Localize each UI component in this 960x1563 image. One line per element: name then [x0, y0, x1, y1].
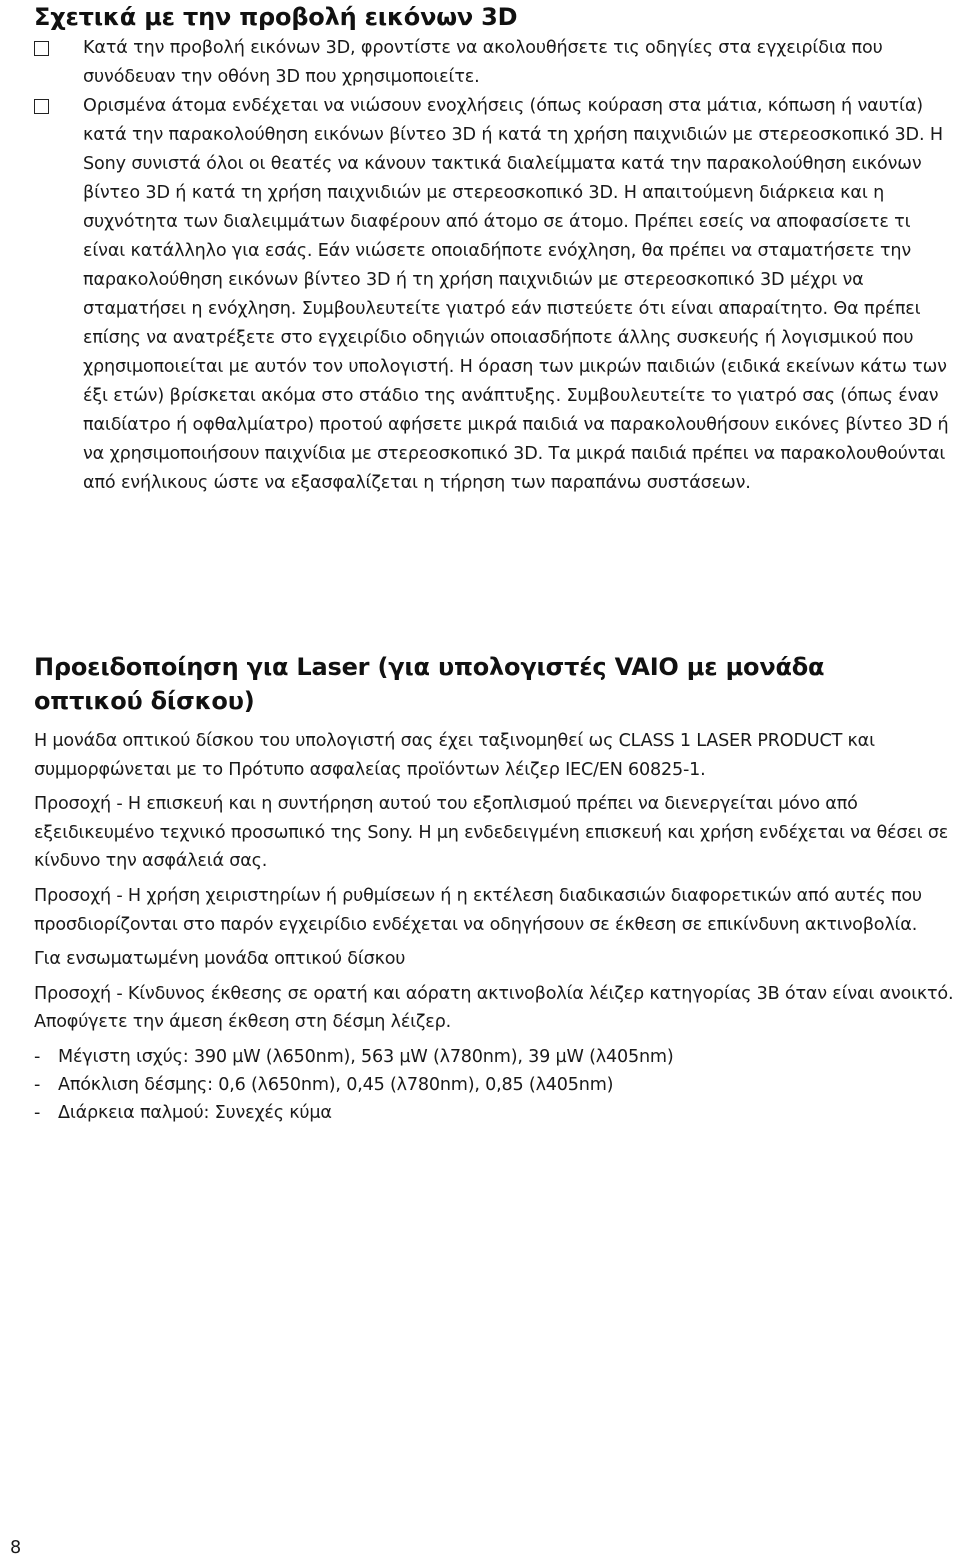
list-item	[34, 1099, 956, 1127]
paragraph: Η μονάδα οπτικού δίσκου του υπολογιστή σας έχει ταξινομηθεί ως CLASS 1 LASER PRODUCT και συμμορφώνεται με το Πρότυπο ασφαλείας προϊόντων λέιζερ IEC/EN 60825-1.	[34, 731, 875, 780]
paragraph: Προσοχή - Η χρήση χειριστηρίων ή ρυθμίσεων ή η εκτέλεση διαδικασιών διαφορετικών από αυτές που προσδιορίζονται στο παρόν εγχειρίδιο ενδέχεται να οδηγήσουν σε έκθεση σε επικίνδυνη ακτινοβολία.	[34, 885, 922, 935]
spec-text: Διάρκεια παλμού: Συνεχές κύμα	[58, 1102, 332, 1123]
list-item	[34, 1071, 956, 1099]
spec-text: Απόκλιση δέσμης: 0,6 (λ650nm), 0,45 (λ780nm), 0,85 (λ405nm)	[58, 1074, 614, 1095]
page-number: 8	[10, 1538, 22, 1558]
checkbox-bullet-icon	[34, 99, 49, 114]
section-3d-body	[34, 34, 952, 498]
paragraph: Προσοχή - Η επισκευή και η συντήρηση αυτού του εξοπλισμού πρέπει να διενεργείται μόνο από εξειδικευμένο τεχνικό προσωπικό της Sony. Η μη ενδεδειγμένη επισκευή και χρήση ενδέχεται να θέσει σε κίνδυνο την ασφάλειά σας.	[34, 794, 949, 872]
paragraph: Για ενσωματωμένη μονάδα οπτικού δίσκου	[34, 949, 406, 970]
dash-bullet: -	[34, 1074, 41, 1095]
section-heading-3d: Σχετικά με την προβολή εικόνων 3D	[34, 3, 518, 31]
bullet-text: Ορισμένα άτομα ενδέχεται να νιώσουν ενοχλήσεις (όπως κούραση στα μάτια, κόπωση ή ναυτία) κατά την παρακολούθηση εικόνων βίντεο 3D ή κατά τη χρήση παιχνιδιών με στερεοσκοπικό 3D. Η Sony συνιστά όλοι οι θεατές να κάνουν τακτικά διαλείμματα κατά την παρακολούθηση εικόνων βίντεο 3D ή κατά τη χρήση παιχνιδιών με στερεοσκοπικό 3D. Η απαιτούμενη διάρκεια και η συχνότητα των διαλειμμάτων διαφέρουν από άτομο σε άτομο. Πρέπει εσείς να αποφασίσετε τι είναι κατάλληλο για εσάς. Εάν νιώσετε οποιαδήποτε ενόχληση, θα πρέπει να σταματήσετε την παρακολούθηση εικόνων βίντεο 3D ή τη χρήση παιχνιδιών με στερεοσκοπικό 3D μέχρι να σταματήσει η ενόχληση. Συμβουλευτείτε γιατρό εάν πιστεύετε ότι είναι απαραίτητο. Θα πρέπει επίσης να ανατρέξετε στο εγχειρίδιο οδηγιών οποιασδήποτε άλλης συσκευής ή λογισμικού που χρησιμοποιείται με αυτόν τον υπολογιστή. Η όραση των μικρών παιδιών (ειδικά εκείνων κάτω των έξι ετών) βρίσκεται ακόμα στο στάδιο της ανάπτυξης. Συμβουλευτείτε το γιατρό σας (όπως έναν παιδίατρο ή οφθαλμίατρο) προτού αφήσετε μικρά παιδιά να παρακολουθήσουν εικόνες βίντεο 3D ή να χρησιμοποιήσουν παιχνίδια με στερεοσκοπικό 3D. Τα μικρά παιδιά πρέπει να παρακολουθούνται από ενήλικους ώστε να εξασφαλίζεται η τήρηση των παραπάνω συστάσεων.	[83, 96, 949, 493]
laser-specs-list	[34, 1043, 956, 1127]
section-heading-laser: Προειδοποίηση για Laser (για υπολογιστές VAIO με μονάδα οπτικού δίσκου)	[34, 653, 825, 715]
section-laser-body	[34, 727, 956, 1127]
bullet-text: Κατά την προβολή εικόνων 3D, φροντίστε να ακολουθήσετε τις οδηγίες στα εγχειρίδια που συνόδευαν την οθόνη 3D που χρησιμοποιείτε.	[83, 38, 883, 87]
list-item	[34, 92, 952, 498]
checkbox-bullet-icon	[34, 41, 49, 56]
dash-bullet: -	[34, 1046, 41, 1067]
list-item	[34, 34, 952, 92]
list-item	[34, 1043, 956, 1071]
spec-text: Μέγιστη ισχύς: 390 µW (λ650nm), 563 µW (λ780nm), 39 µW (λ405nm)	[58, 1046, 674, 1067]
dash-bullet: -	[34, 1102, 41, 1123]
paragraph: Προσοχή - Κίνδυνος έκθεσης σε ορατή και αόρατη ακτινοβολία λέιζερ κατηγορίας 3B όταν είναι ανοικτό. Αποφύγετε την άμεση έκθεση στη δέσμη λέιζερ.	[34, 983, 954, 1033]
